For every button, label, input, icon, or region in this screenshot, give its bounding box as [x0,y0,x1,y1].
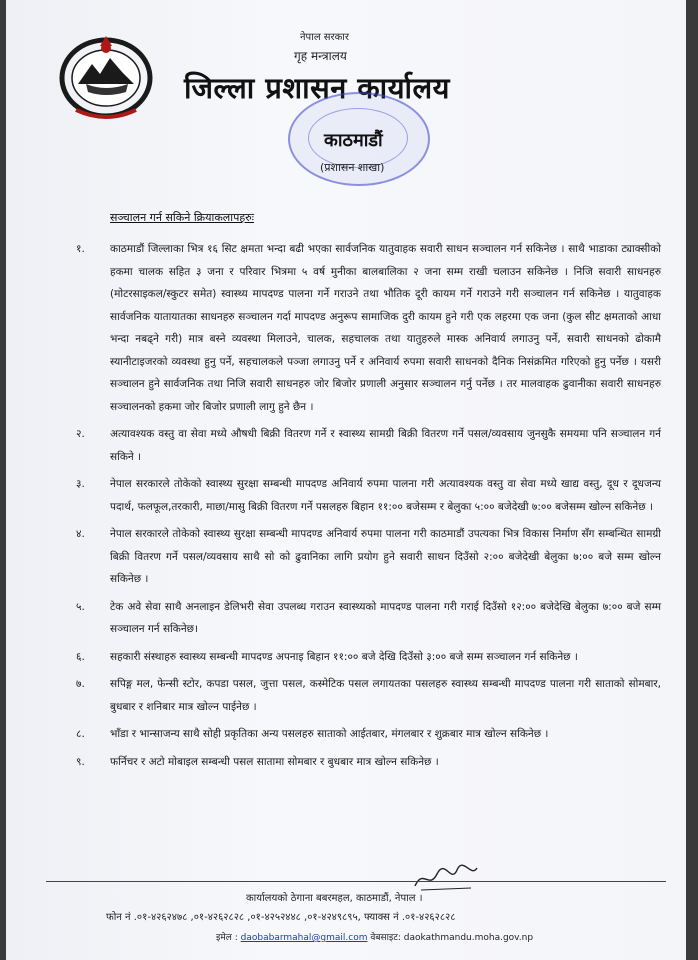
letter-page [6,0,686,960]
item-number: ४. [76,528,85,540]
list-item [76,596,661,641]
list-item [76,673,661,718]
list-item [76,723,661,746]
government-label: नेपाल सरकार [300,32,349,43]
district-title: काठमाडौं [324,130,383,151]
item-number: ९. [76,755,85,768]
item-text: नेपाल सरकारले तोकेको स्वास्थ्य सुरक्षा सम्बन्धी मापदण्ड अनिवार्य रुपमा पालना गरी काठमाडौं उपत्यका भित्र विकास निर्माण सँग सम्बन्धित सामग्री बिक्री वितरण गर्ने पसल/व्यवसाय साथै सो को ढुवानिका लागि प्रयोग हुने सवारी साधन दिउँसो २:०० बजेदेखी बेलुका ७:०० बजे सम्म खोल्न सकिनेछ । [110,528,661,585]
footer-divider [46,881,666,882]
list-item [76,238,661,418]
item-number: ८. [76,728,85,740]
email-label: इमेल : [216,933,238,943]
list-item [76,646,661,669]
item-text: फर्निचर र अटो मोबाइल सम्बन्धी पसल सातामा सोमबार र बुधबार मात्र खोल्न सकिनेछ । [110,755,439,768]
item-text: अत्यावश्यक वस्तु वा सेवा मध्ये औषधी बिक्री वितरण गर्ने र स्वास्थ्य सामग्री बिक्री वितरण गर्ने पसल/व्यवसाय जुनसुकै समयमा पनि सञ्चालन गर्न सकिने । [110,428,661,463]
item-text: सपिङ्ग मल, फेन्सी स्टोर, कपडा पसल, जुत्ता पसल, कस्मेटिक पसल लगायतका पसलहरु स्वास्थ्य सम्बन्धी मापदण्ड पालना गरी साताको सोमबार, बुधबार र शनिबार मात्र खोल्न पाईनेछ । [110,678,661,713]
website-label: वेबसाइट: [370,933,401,943]
item-number: ५. [76,600,85,613]
item-number: ६. [76,650,85,663]
website-link[interactable]: daokathmandu.moha.gov.np [403,933,534,943]
item-number: ३. [76,478,85,490]
nepal-emblem-logo [56,32,156,120]
office-address: कार्यालयको ठेगाना बबरमहल, काठमाडौं, नेपाल । [246,893,423,904]
item-number: ७. [76,678,85,690]
phone-numbers: फोन नं .०१-४२६२४७८ ,०१-४२६२८२८ ,०१-४२५२४४८ ,०१-४२४९८९५, फ्याक्स नं .०१-४२६२८२८ [106,912,456,923]
list-item [76,751,661,774]
email-link[interactable]: daobabarmahal@gmail.com [240,933,368,943]
item-number: २. [76,428,85,440]
branch-label: (प्रशासन शाखा) [320,161,385,174]
list-item [76,423,661,468]
item-text: भाँडा र भान्साजन्य साथै सोही प्रकृतिका अन्य पसलहरु साताको आईतबार, मंगलबार र शुक्रबार मात्र खोल्न सकिनेछ । [110,728,549,740]
contact-row [216,930,533,943]
item-text: टेक अवे सेवा साथै अनलाइन डेलिभरी सेवा उपलब्ध गराउन स्वास्थ्यको मापदण्ड पालना गरी गराई दिउँसो १२:०० बजेदेखि बेलुका ७:०० बजे सम्म सञ्चालन गर्न सकिनेछ। [110,600,661,635]
ministry-label: गृह मन्त्रालय [294,49,347,63]
item-number: १. [76,243,85,255]
activity-list [76,238,661,778]
item-text: काठमाडौं जिल्लाका भित्र १६ सिट क्षमता भन्दा बढी भएका सार्वजनिक यातुवाहक सवारी साधन सञ्चालन गर्न सकिनेछ । साथै भाडाका ट्याक्सीको हकमा चालक सहित ३ जना र परिवार भित्रमा ५ वर्ष मुनीका बालबालिका २ जना सम्म राखी चलाउन सकिनेछ । निजि सवारी साधनहरु (मोटरसाइकल/स्कुटर समेत) स्वास्थ्य मापदण्ड पालना गर्ने गराउने तथा भौतिक दूरी कायम गर्ने गराउने गरी सञ्चालन गर्न सकिनेछ । यातुवाहक सार्वजनिक यातायातका साधनहरु सञ्चालन गर्दा मापदण्ड अनुरूप सामाजिक दुरी कायम हुने गरी एक लहरमा एक जना (कुल सीट क्षमताको आधा भन्दा नबढ्ने गरी) मात्र बस्ने व्यवस्था मिलाउने, चालक, सहचालक तथा यातुहरुले मास्क अनिवार्य लगाउनु पर्ने, सवारी साधनको ढोकामै स्यानीटाइजरको व्यवस्था हुनु पर्ने, सहचालकले पञ्जा लगाउनु पर्ने र अनिवार्य रुपमा सवारी साधनको दैनिक निसंक्रमित गरिएको हुनु पर्नेछ । यसरी सञ्चालन हुने सार्वजनिक तथा निजि सवारी साधनहरु जोर बिजोर प्रणाली अनुसार सञ्चालन गर्नु पर्नेछ । तर मालवाहक ढुवानीका सवारी साधनहरु सञ्चालनको हकमा जोर बिजोर प्रणाली लागु हुने छैन । [110,243,661,413]
item-text: नेपाल सरकारले तोकेको स्वास्थ्य सुरक्षा सम्बन्धी मापदण्ड अनिवार्य रुपमा पालना गरी अत्यावश्यक वस्तु वा सेवा मध्ये खाद्य वस्तु, दूध र दूधजन्य पदार्थ, फलफूल,तरकारी, माछा/मासु बिक्री वितरण गर्ने पसलहरु बिहान ११:०० बजेसम्म र बेलुका ५:०० बजेदेखी ७:०० बजेसम्म खोल्न सकिनेछ । [110,478,661,513]
section-heading: सञ्चालन गर्न सकिने क्रियाकलापहरुः [110,211,254,224]
office-title: जिल्ला प्रशासन कार्यालय [184,71,451,105]
list-item [76,523,661,591]
item-text: सहकारी संस्थाहरु स्वास्थ्य सम्बन्धी मापदण्ड अपनाइ बिहान ११:०० बजे देखि दिउँसो ३:०० बजे सम्म सञ्चालन गर्न सकिनेछ । [110,650,578,663]
list-item [76,473,661,518]
